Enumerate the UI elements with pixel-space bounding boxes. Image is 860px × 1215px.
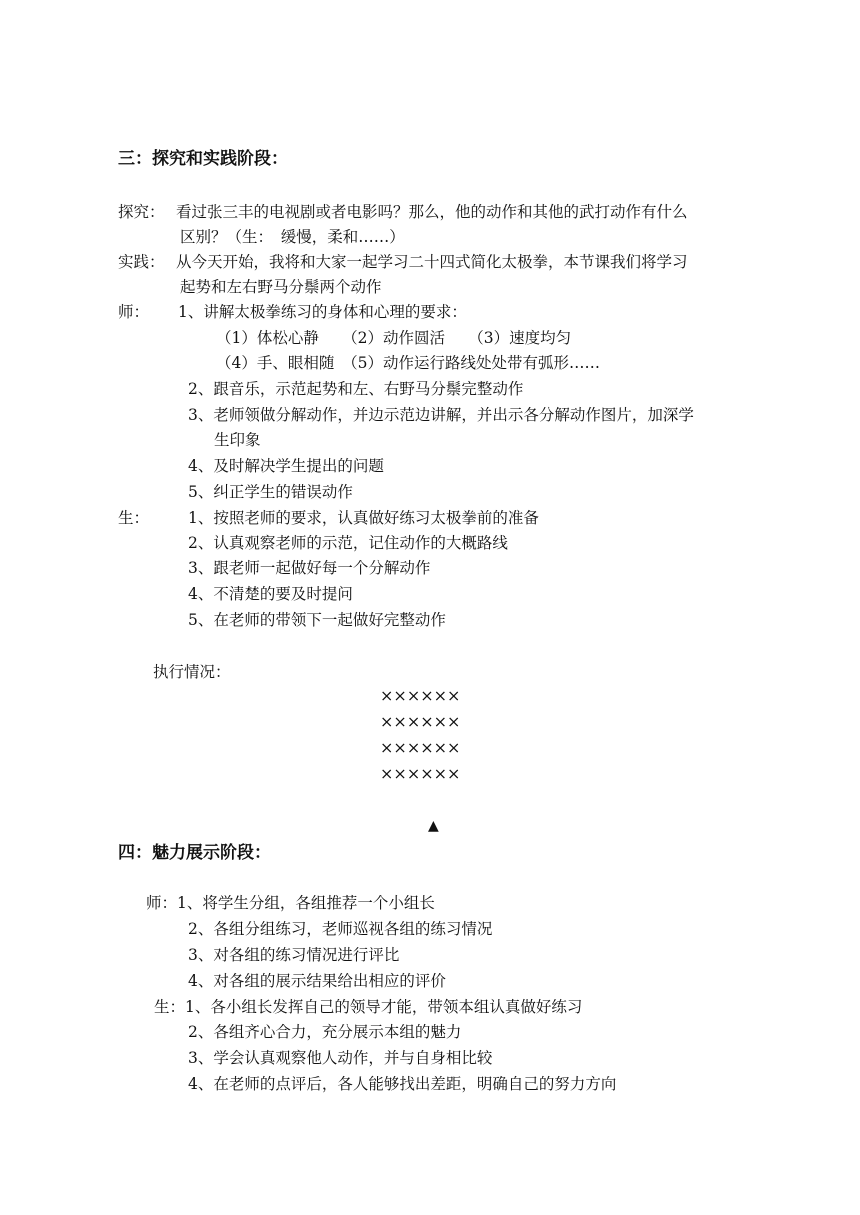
explore-text-line2: 区别？（生： 缓慢，柔和……） bbox=[180, 228, 405, 246]
practice-text-line2: 起势和左右野马分鬃两个动作 bbox=[180, 278, 382, 296]
teacher-item: 2、跟音乐，示范起势和左、右野马分鬃完整动作 bbox=[188, 380, 524, 398]
formation-row: ×××××× bbox=[380, 686, 461, 705]
student-label: 生： bbox=[118, 509, 150, 527]
execution-label: 执行情况： bbox=[153, 663, 231, 681]
formation-row: ×××××× bbox=[380, 712, 461, 731]
teacher-item: 3、对各组的练习情况进行评比 bbox=[188, 946, 400, 964]
student-item: 2、各组齐心合力，充分展示本组的魅力 bbox=[188, 1023, 462, 1041]
student-item: 生：1、各小组长发挥自己的领导才能，带领本组认真做好练习 bbox=[154, 998, 583, 1016]
teacher-item: 2、各组分组练习，老师巡视各组的练习情况 bbox=[188, 920, 493, 938]
teacher-position-marker: ▲ bbox=[428, 818, 439, 834]
formation-row: ×××××× bbox=[380, 764, 461, 783]
teacher-item: 5、纠正学生的错误动作 bbox=[188, 483, 353, 501]
explore-text-line1: 看过张三丰的电视剧或者电影吗？那么，他的动作和其他的武打动作有什么 bbox=[176, 203, 688, 221]
teacher-subitem: （1）体松心静 （2）动作圆活 （3）速度均匀 bbox=[216, 329, 572, 347]
student-item: 4、在老师的点评后，各人能够找出差距，明确自己的努力方向 bbox=[188, 1075, 617, 1093]
formation-row: ×××××× bbox=[380, 738, 461, 757]
explore-label: 探究： bbox=[118, 203, 165, 221]
practice-label: 实践： bbox=[118, 253, 165, 271]
teacher-item: 师：1、将学生分组，各组推荐一个小组长 bbox=[146, 894, 435, 912]
practice-text-line1: 从今天开始，我将和大家一起学习二十四式简化太极拳，本节课我们将学习 bbox=[176, 253, 688, 271]
student-item: 5、在老师的带领下一起做好完整动作 bbox=[188, 611, 446, 629]
teacher-item-continuation: 生印象 bbox=[214, 431, 261, 449]
student-item: 2、认真观察老师的示范，记住动作的大概路线 bbox=[188, 534, 508, 552]
student-item: 4、不清楚的要及时提问 bbox=[188, 585, 353, 603]
teacher-item: 1、讲解太极拳练习的身体和心理的要求： bbox=[178, 303, 467, 321]
teacher-label: 师： bbox=[118, 303, 150, 321]
teacher-item: 4、及时解决学生提出的问题 bbox=[188, 457, 384, 475]
student-item: 3、学会认真观察他人动作，并与自身相比较 bbox=[188, 1049, 493, 1067]
student-item: 1、按照老师的要求，认真做好练习太极拳前的准备 bbox=[188, 509, 539, 527]
student-item: 3、跟老师一起做好每一个分解动作 bbox=[188, 559, 431, 577]
teacher-subitem: （4）手、眼相随 （5）动作运行路线处处带有弧形…… bbox=[216, 354, 600, 372]
section3-title: 三：探究和实践阶段： bbox=[118, 149, 288, 169]
teacher-item: 3、老师领做分解动作，并边示范边讲解，并出示各分解动作图片，加深学 bbox=[188, 406, 694, 424]
teacher-item: 4、对各组的展示结果给出相应的评价 bbox=[188, 972, 446, 990]
section4-title: 四：魅力展示阶段： bbox=[118, 843, 271, 863]
